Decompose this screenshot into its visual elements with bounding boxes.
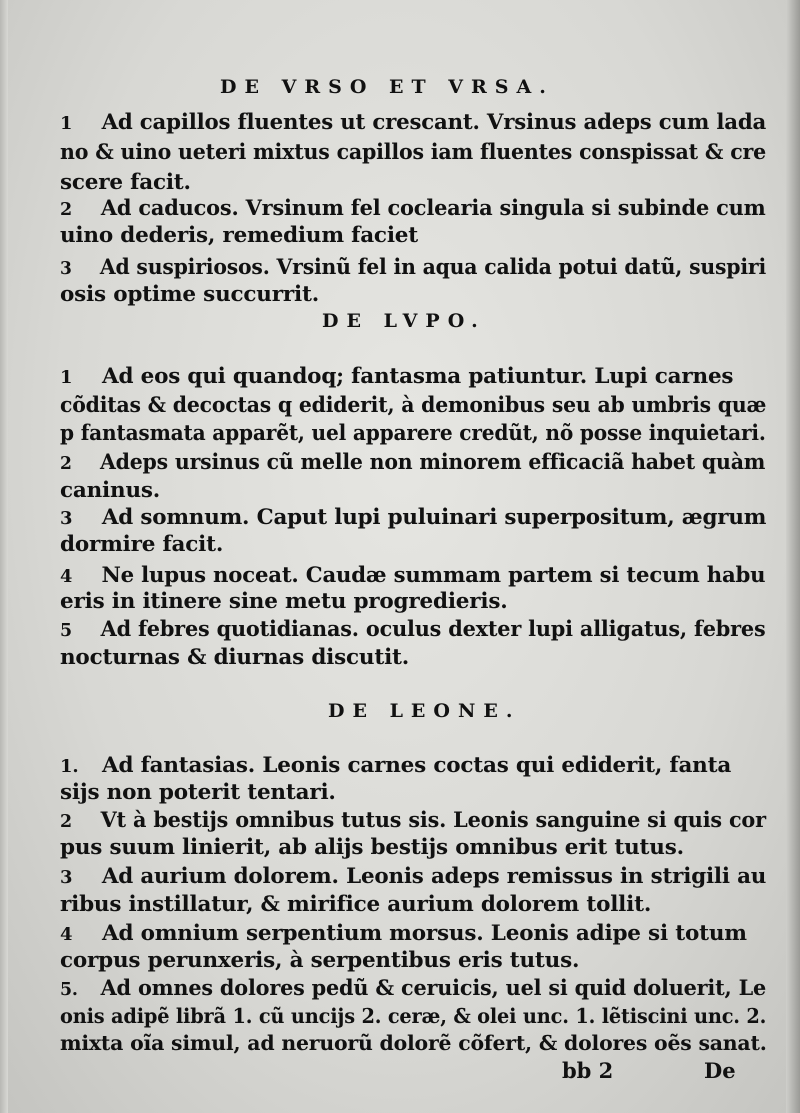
entry-line: 3 Ad aurium dolorem. Leonis adeps remissus in strigili au bbox=[60, 864, 767, 889]
entry-number: 3 bbox=[60, 867, 73, 888]
entry-line: 2 Ad caducos. Vrsinum fel coclearia singula si subinde cum bbox=[60, 196, 766, 221]
entry-line: 2 Adeps ursinus cũ melle non minorem efficaciã habet quàm bbox=[60, 450, 766, 475]
entry-line: ribus instillatur, & mirifice aurium dolorem tollit. bbox=[60, 892, 652, 917]
entry-line: eris in itinere sine metu progredieris. bbox=[60, 589, 508, 614]
entry-line: 3 Ad suspiriosos. Vrsinũ fel in aqua calida potui datũ, suspiri bbox=[60, 255, 767, 280]
entry-line: mixta oĩa simul, ad neruorũ dolorẽ cõfert, & dolores oẽs sanat. bbox=[60, 1031, 767, 1055]
entry-number: 2 bbox=[60, 453, 72, 474]
text-block bbox=[60, 0, 772, 1113]
entry-line: 2 Vt à bestijs omnibus tutus sis. Leonis sanguine si quis cor bbox=[60, 808, 766, 833]
entry-line: 5 Ad febres quotidianas. oculus dexter lupi alligatus, febres bbox=[60, 617, 766, 642]
entry-line: caninus. bbox=[60, 478, 161, 503]
section-heading: DE LVPO. bbox=[322, 310, 486, 332]
entry-line: sijs non poterit tentari. bbox=[60, 780, 336, 805]
entry-line: dormire facit. bbox=[60, 532, 224, 557]
entry-line: 1. Ad fantasias. Leonis carnes coctas qui ediderit, fanta bbox=[60, 753, 732, 778]
entry-line: onis adipẽ librã 1. cũ uncijs 2. ceræ, & olei unc. 1. lẽtiscini unc. 2. bbox=[60, 1004, 767, 1028]
page-right-edge bbox=[786, 0, 800, 1113]
entry-line: 1 Ad eos qui quandoq; fantasma patiuntur. Lupi carnes bbox=[60, 364, 734, 389]
entry-number: 4 bbox=[60, 566, 73, 587]
entry-number: 1 bbox=[60, 113, 73, 134]
entry-number: 1. bbox=[60, 756, 79, 777]
entry-line: 4 Ne lupus noceat. Caudæ summam partem si tecum habu bbox=[60, 563, 766, 588]
entry-number: 2 bbox=[60, 811, 72, 832]
entry-number: 5. bbox=[60, 979, 78, 1000]
page-left-edge bbox=[0, 0, 8, 1113]
entry-number: 1 bbox=[60, 367, 73, 388]
entry-line: scere facit. bbox=[60, 170, 191, 195]
entry-number: 5 bbox=[60, 620, 72, 641]
catchword: De bbox=[704, 1058, 736, 1083]
section-heading: DE LEONE. bbox=[328, 700, 521, 722]
entry-line: p fantasmata apparẽt, uel apparere credũt, nõ posse inquietari. bbox=[60, 421, 766, 446]
entry-line: cõditas & decoctas q ediderit, à demonibus seu ab umbris quæ bbox=[60, 393, 767, 418]
entry-line: no & uino ueteri mixtus capillos iam fluentes conspissat & cre bbox=[60, 140, 767, 165]
entry-line: 5. Ad omnes dolores pedũ & ceruicis, uel si quid doluerit, Le bbox=[60, 976, 767, 1001]
signature-mark: bb 2 bbox=[562, 1058, 614, 1083]
entry-number: 3 bbox=[60, 508, 73, 529]
entry-line: osis optime succurrit. bbox=[60, 282, 319, 307]
entry-line: corpus perunxeris, à serpentibus eris tutus. bbox=[60, 948, 580, 973]
entry-line: nocturnas & diurnas discutit. bbox=[60, 645, 410, 670]
entry-line: uino dederis, remedium faciet bbox=[60, 223, 418, 248]
entry-number: 3 bbox=[60, 258, 72, 279]
entry-number: 2 bbox=[60, 199, 72, 220]
entry-line: 1 Ad capillos fluentes ut crescant. Vrsinus adeps cum lada bbox=[60, 110, 767, 135]
section-heading: DE VRSO ET VRSA. bbox=[220, 76, 554, 98]
entry-line: 4 Ad omnium serpentium morsus. Leonis adipe si totum bbox=[60, 921, 747, 946]
entry-number: 4 bbox=[60, 924, 73, 945]
entry-line: pus suum linierit, ab alijs bestijs omnibus erit tutus. bbox=[60, 835, 684, 860]
entry-line: 3 Ad somnum. Caput lupi puluinari superpositum, ægrum bbox=[60, 505, 767, 530]
